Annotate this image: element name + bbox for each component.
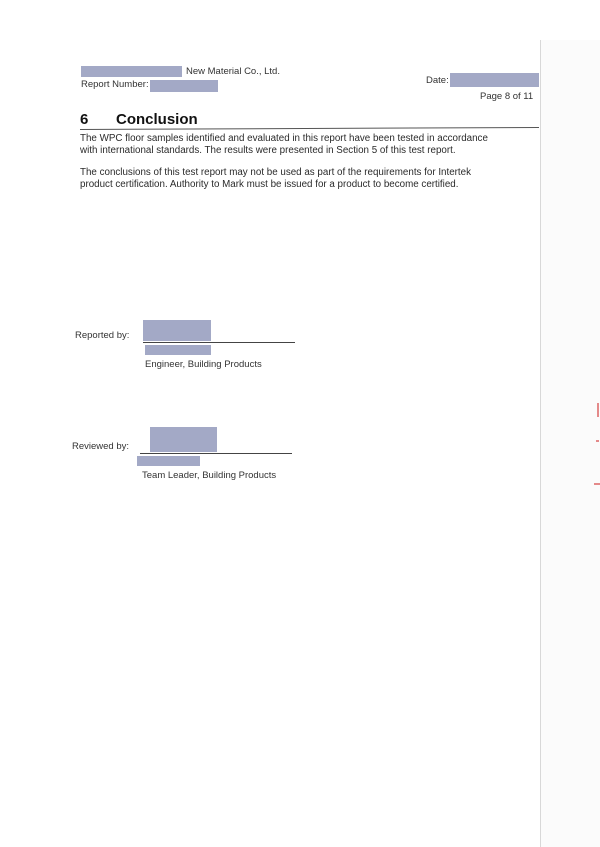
section-title: Conclusion <box>116 111 198 128</box>
report-number-label: Report Number: <box>81 79 149 90</box>
margin-mark <box>594 483 600 485</box>
reported-by-title: Engineer, Building Products <box>145 359 262 370</box>
margin-mark <box>596 440 599 442</box>
redacted-signer-name <box>145 345 211 355</box>
scan-edge-shadow <box>541 40 600 847</box>
paragraph-1-line-2: with international standards. The results were presented in Section 5 of this test report. <box>80 145 456 156</box>
section-number: 6 <box>80 111 89 128</box>
redacted-date <box>450 73 539 87</box>
section-heading <box>80 111 198 128</box>
redacted-signature <box>150 427 217 452</box>
paragraph-2-line-2: product certification. Authority to Mark must be issued for a product to become certified. <box>80 179 459 190</box>
signature-line <box>143 342 295 343</box>
scan-edge-line <box>540 40 541 847</box>
redacted-signature <box>143 320 211 341</box>
paragraph-1-line-1: The WPC floor samples identified and evaluated in this report have been tested in accordance <box>80 133 488 144</box>
date-label: Date: <box>426 75 449 86</box>
margin-mark <box>597 403 599 417</box>
redacted-report-number <box>150 80 218 92</box>
page-indicator: Page 8 of 11 <box>480 91 534 102</box>
reviewed-by-title: Team Leader, Building Products <box>142 470 277 481</box>
company-suffix: New Material Co., Ltd. <box>186 66 280 77</box>
redacted-signer-name <box>137 456 200 466</box>
reported-by-label: Reported by: <box>75 330 130 341</box>
reviewed-by-label: Reviewed by: <box>72 441 130 452</box>
redacted-company-name <box>81 66 182 77</box>
signature-line <box>140 453 292 454</box>
paragraph-2-line-1: The conclusions of this test report may not be used as part of the requirements for Intertek <box>80 167 471 178</box>
